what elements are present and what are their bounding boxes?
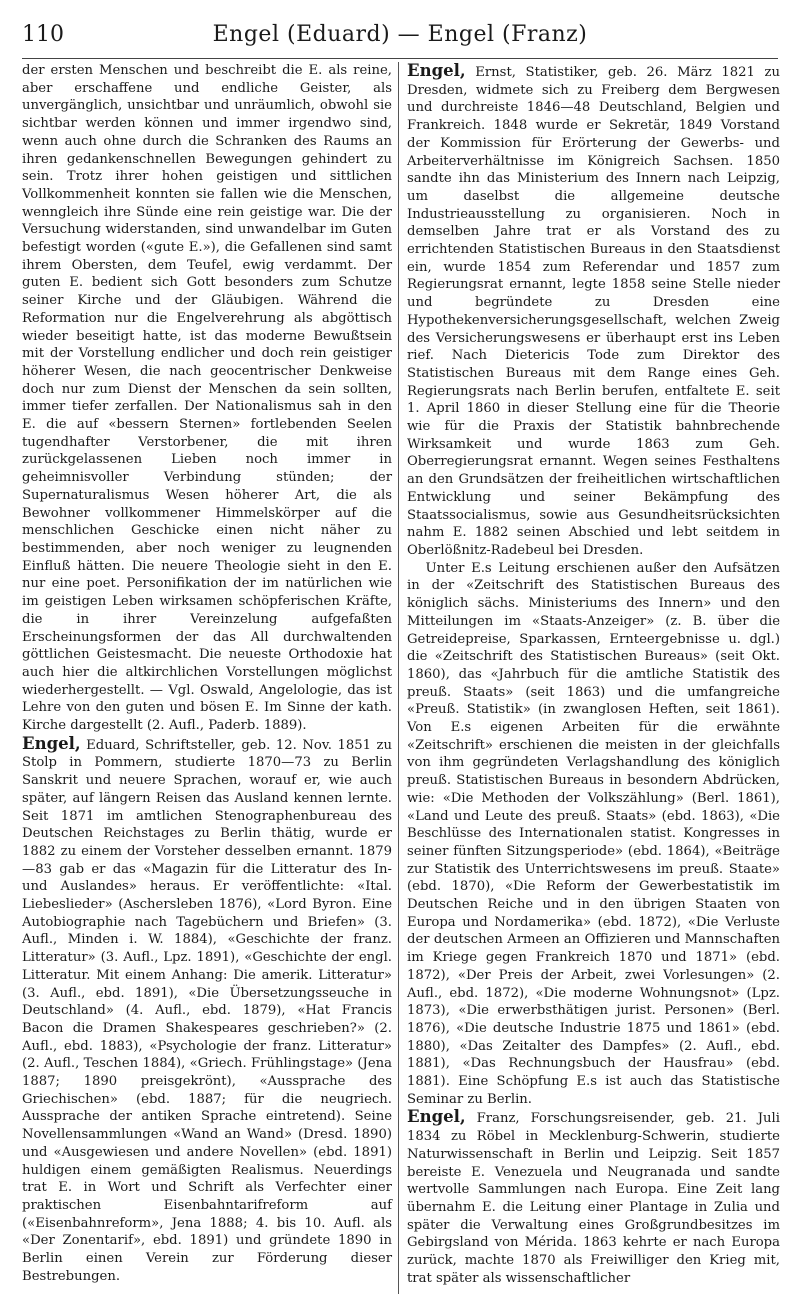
page-header xyxy=(22,18,778,52)
entry-ernst-engel xyxy=(407,62,780,560)
entry-text: Eduard, Schriftsteller, geb. 12. Nov. 1851 zu Stolp in Pommern, studierte 1870—73 zu Berlin Sanskrit und neuere Sprachen, worauf er, wie auch später, auf längern Reisen das Ausland kennen lernte. Seit 1871 im amtlichen Stenographenbureau des Deutschen Reichstages zu Berlin thätig, wurde er 1882 zu einem der Vorsteher desselben ernannt. 1879—83 gab er das «Magazin für die Litteratur des In- und Auslandes» heraus. Er veröffentlichte: «Ital. Liebeslieder» (Aschersleben 1876), «Lord Byron. Eine Autobiographie nach Tagebüchern und Briefen» (3. Aufl., Minden i. W. 1884), «Geschichte der franz. Litteratur» (3. Aufl., Lpz. 1891), «Geschichte der engl. Litteratur. Mit einem Anhang: Die amerik. Litteratur» (3. Aufl., ebd. 1891), «Die Übersetzungsseuche in Deutschland» (4. Aufl., ebd. 1879), «Hat Francis Bacon die Dramen Shakespeares geschrieben?» (2. Aufl., ebd. 1883), «Psychologie der franz. Litteratur» (2. Aufl., Teschen 1884), «Griech. Frühlingstage» (Jena 1887; 1890 preisgekrönt), «Aussprache des Griechischen» (ebd. 1887; für die neugriech. Aussprache der antiken Sprache eintretend). Seine Novellensammlungen «Wand an Wand» (Dresd. 1890) und «Ausgewiesen und andere Novellen» (ebd. 1891) huldigen einem gemäßigten Realismus. Neuerdings trat E. in Wort und Schrift als Verfechter einer praktischen Eisenbahntarifreform auf («Eisenbahnreform», Jena 1888; 4. bis 10. Aufl. als «Der Zonentarif», ebd. 1891) und gründete 1890 in Berlin einen Verein zur Förderung dieser Bestrebungen. xyxy=(22,737,392,1284)
paragraph-leitung: Unter E.s Leitung erschienen außer den Aufsätzen in der «Zeitschrift des Statistischen Bureaus des königlich sächs. Ministeriums des Innern» und den Mitteilungen im «Staats-Anzeiger» (z. B. über die Getreidepreise, Sparkassen, Ernteergebnisse u. dgl.) die «Zeitschrift des Statistischen Bureaus» (seit Okt. 1860), das «Jahrbuch für die amtliche Statistik des preuß. Staats» (seit 1863) und die umfangreiche «Preuß. Statistik» (in zwanglosen Heften, seit 1861). Von E.s eigenen Arbeiten für die erwähnte «Zeitschrift» erschienen die meisten in der gleichfalls von ihm gegründeten Verlagshandlung des königlich preuß. Statistischen Bureaus in besondern Abdrücken, wie: «Die Methoden der Volkszählung» (Berl. 1861), «Land und Leute des preuß. Staats» (ebd. 1863), «Die Beschlüsse des Internationalen statist. Kongresses in seiner fünften Sitzungsperiode» (ebd. 1864), «Beiträge zur Statistik des Unterrichtswesens im preuß. Staate» (ebd. 1870), «Die Reform der Gewerbestatistik im Deutschen Reiche und in den übrigen Staaten von Europa und Nordamerika» (ebd. 1872), «Die Verluste der deutschen Armeen an Offizieren und Mannschaften im Kriege gegen Frankreich 1870 und 1871» (ebd. 1872), «Der Preis der Arbeit, zwei Vorlesungen» (2. Aufl., ebd. 1872), «Die moderne Wohnungsnot» (Lpz. 1873), «Die erwerbsthätigen jurist. Personen» (Berl. 1876), «Die deutsche Industrie 1875 und 1861» (ebd. 1880), «Das Zeitalter des Dampfes» (2. Aufl., ebd. 1881), «Das Rechnungsbuch der Hausfrau» (ebd. 1881). Eine Schöpfung E.s ist auch das Statistische Seminar zu Berlin. xyxy=(407,560,780,1107)
entry-text: Franz, Forschungsreisender, geb. 21. Juli 1834 zu Röbel in Mecklenburg-Schwerin, studierte Naturwissenschaft in Berlin und Leipzig. Seit 1857 bereiste E. Venezuela und Neugranada und sandte wertvolle Sammlungen nach Europa. Eine Zeit lang übernahm E. die Leitung einer Plantage in Zulia und später die Verwaltung eines Großgrundbesitzes im Gebirgsland von Mérida. 1863 kehrte er nach Europa zurück, machte 1870 als Freiwilliger den Krieg mit, trat später als wissenschaftlicher xyxy=(407,1111,780,1286)
column-divider xyxy=(398,62,399,1294)
entry-headword: Engel, xyxy=(407,61,466,80)
continuation-paragraph: der ersten Menschen und beschreibt die E. als reine, aber erschaffene und endliche Geister, als unvergänglich, unsichtbar und unräumlich, obwohl sie sichtbar werden können und immer irgendwo sind, wenn auch ohne durch die Schranken des Raums an ihren gedankenschnellen Bewegungen gehindert zu sein. Trotz ihrer hohen geistigen und sittlichen Vollkommenheit konnten sie fallen wie die Menschen, wenngleich ihre Sünde eine rein geistige war. Die der Versuchung widerstanden, sind unwandelbar im Guten befestigt worden («gute E.»), die Gefallenen sind samt ihrem Obersten, dem Teufel, ewig verdammt. Der guten E. bedient sich Gott besonders zum Schutze seiner Kirche und der Gläubigen. Während die Reformation nur die Engelverehrung als abgöttisch wieder beseitigt hatte, ist das moderne Bewußtsein mit der Vorstellung endlicher und doch rein geistiger höherer Wesen, die nach geocentrischer Denkweise doch nur zum Dienst der Menschen da sein sollten, immer tiefer zerfallen. Der Nationalismus sah in den E. die auf «bessern Sternen» fortlebenden Seelen tugendhafter Verstorbener, die mit ihren zurückgelassenen Lieben noch immer in geheimnisvoller Verbindung stünden; der Supernaturalismus Wesen höherer Art, die als Bewohner vollkommener Himmelskörper auf die menschlichen Geschicke einen nicht näher zu bestimmenden, aber noch weniger zu leugnenden Einfluß hätten. Die neuere Theologie sieht in den E. nur eine poet. Personifikation der im natürlichen wie im geistigen Leben wirksamen schöpferischen Kräfte, die in ihrer Vereinzelung aufgefaßten Erscheinungsformen der das All durchwaltenden göttlichen Geistesmacht. Die neueste Orthodoxie hat auch hier die altkirchlichen Vorstellungen möglichst wiederhergestellt. — Vgl. Oswald, Angelologie, das ist Lehre von den guten und bösen E. Im Sinne der kath. Kirche dargestellt (2. Aufl., Paderb. 1889). xyxy=(22,63,392,734)
entry-text: Ernst, Statistiker, geb. 26. März 1821 zu Dresden, widmete sich zu Freiberg dem Bergwesen und durchreiste 1846—48 Deutschland, Belgien und Frankreich. 1848 wurde er Sekretär, 1849 Vorstand der Kommission für Erörterung der Gewerbs- und Arbeiterverhältnisse im Königreich Sachsen. 1850 sandte ihn das Ministerium des Innern nach Leipzig, um daselbst die allgemeine deutsche Industrieausstellung zu organisieren. Noch in demselben Jahre trat er als Vorstand des zu errichtenden Statistischen Bureaus in den Staatsdienst ein, wurde 1854 zum Referendar und 1857 zum Regierungsrat ernannt, legte 1858 seine Stelle nieder und begründete zu Dresden eine Hypothekenversicherungsgesellschaft, welchen Zweig des Versicherungswesens er überhaupt erst ins Leben rief. Nach Dietericis Tode zum Direktor des Statistischen Bureaus mit dem Range eines Geh. Regierungsrats nach Berlin berufen, entfaltete E. seit 1. April 1860 in dieser Stellung eine für die Theorie wie für die Praxis der Statistik bahnbrechende Wirksamkeit und wurde 1863 zum Geh. Oberregierungsrat ernannt. Wegen seines Festhaltens an den Grundsätzen der freiheitlichen wirtschaftlichen Entwicklung und seiner Bekämpfung des Staatssocialismus, sowie aus Gesundheitsrücksichten nahm E. 1882 seinen Abschied und lebt seitdem in Oberlößnitz-Radebeul bei Dresden. xyxy=(407,65,780,558)
entry-headword: Engel, xyxy=(22,733,81,753)
running-head: Engel (Eduard) — Engel (Franz) xyxy=(212,22,588,47)
page-number: 110 xyxy=(22,22,64,47)
entry-eduard-engel xyxy=(22,735,392,1286)
left-column xyxy=(22,62,392,1286)
entry-headword: Engel, xyxy=(407,1107,466,1127)
header-rule xyxy=(22,58,778,59)
entry-franz-engel xyxy=(407,1108,780,1287)
right-column xyxy=(407,62,780,1288)
